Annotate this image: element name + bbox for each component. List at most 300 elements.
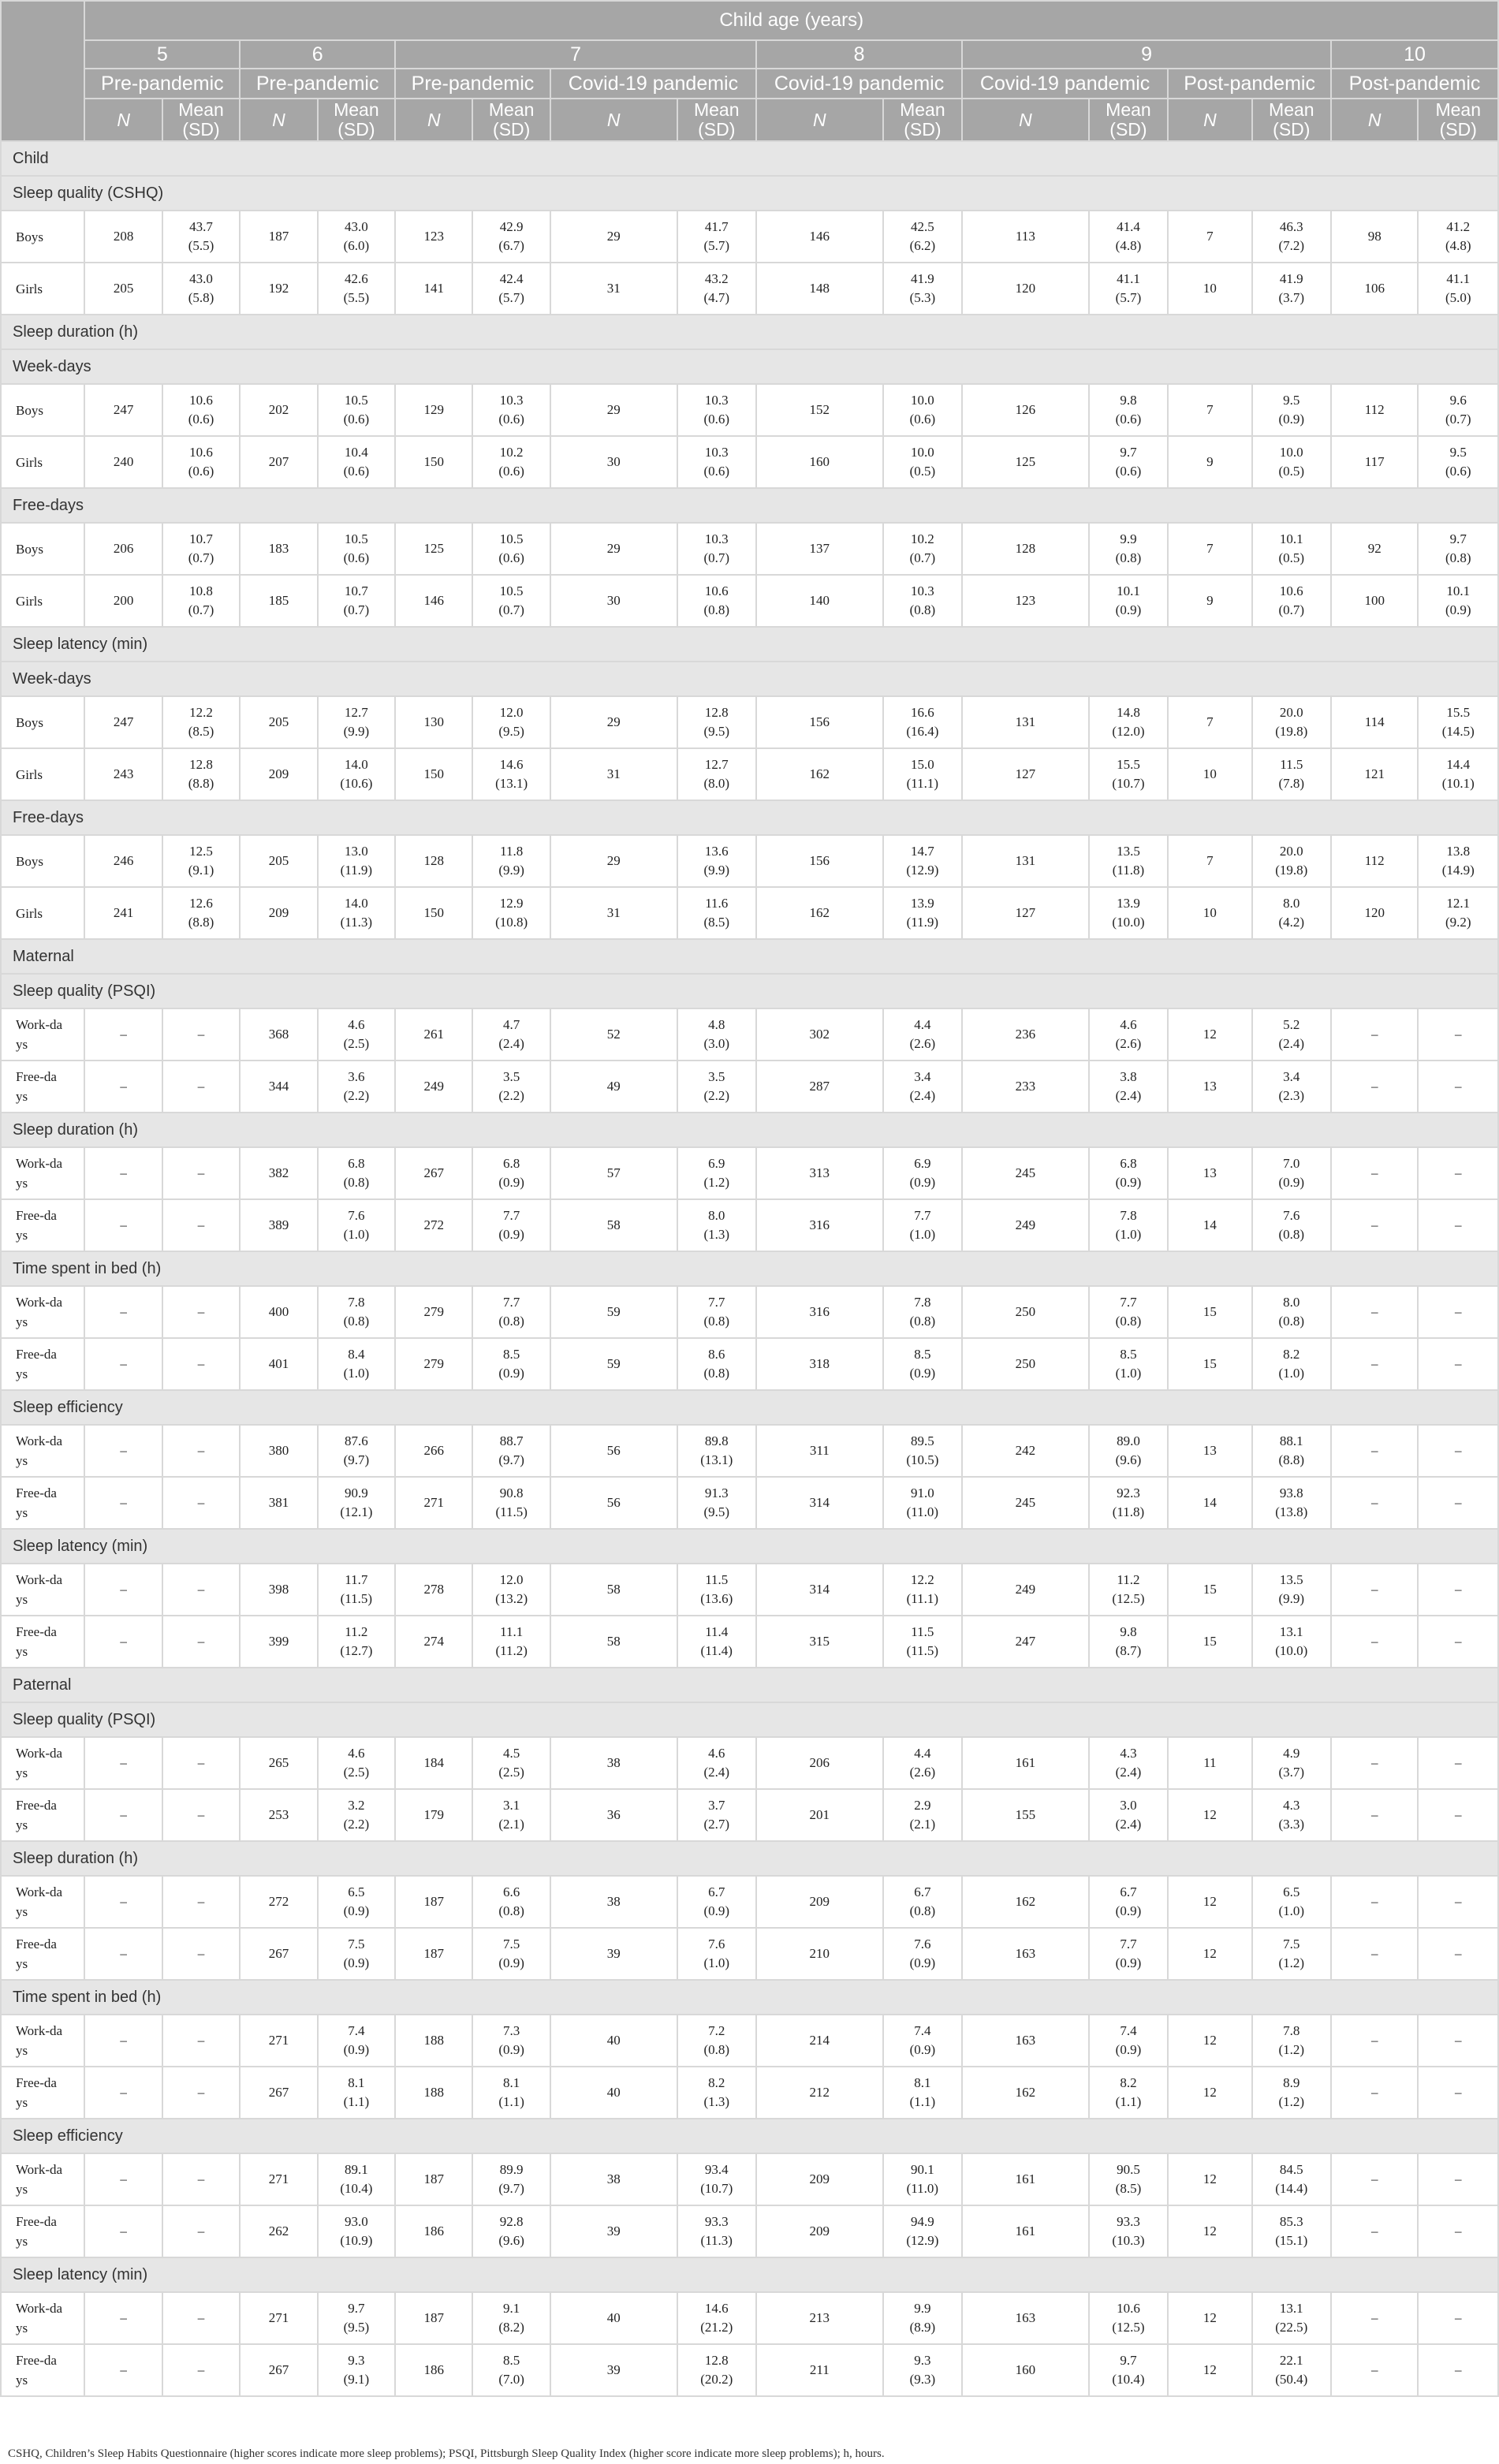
n-cell: 150	[395, 436, 472, 488]
n-cell: 30	[550, 436, 677, 488]
sd-value: (0.9)	[703, 1903, 730, 1918]
n-cell: –	[84, 2153, 162, 2205]
mean-value: 7.7	[914, 1208, 931, 1223]
mean-sd-cell	[472, 211, 550, 263]
n-cell: 210	[756, 1928, 883, 1980]
mean-sd-cell	[318, 575, 395, 627]
sd-value: (1.1)	[1115, 2094, 1142, 2109]
n-cell: 250	[962, 1338, 1089, 1390]
mean-sd-cell	[1418, 263, 1498, 315]
n-cell: 314	[756, 1477, 883, 1529]
row-label	[1, 1286, 84, 1338]
mean-sd-cell	[1089, 1477, 1168, 1529]
sd-value: (1.3)	[703, 1227, 730, 1242]
sd-value: (0.7)	[703, 550, 730, 565]
n-cell: 129	[395, 384, 472, 436]
sd-value: (0.9)	[1115, 1955, 1142, 1970]
n-cell: 316	[756, 1286, 883, 1338]
row-label-text: Work-days	[16, 2301, 63, 2335]
n-cell: –	[1331, 1737, 1418, 1789]
mean-value: –	[197, 1946, 205, 1961]
sd-value: (9.5)	[703, 1504, 730, 1519]
mean-value: 4.6	[708, 1746, 725, 1761]
mean-sd-cell	[1089, 2292, 1168, 2344]
row-label	[1, 2015, 84, 2067]
sd-value: (1.0)	[1115, 1366, 1142, 1381]
mean-value: –	[197, 1755, 205, 1770]
n-cell: 209	[756, 1876, 883, 1928]
sd-value: (1.0)	[1278, 1366, 1305, 1381]
mean-sd-cell	[162, 2067, 240, 2119]
section-header-row	[1, 349, 1498, 384]
mean-value: 10.6	[189, 393, 213, 408]
mean-value: 6.5	[1283, 1884, 1300, 1899]
n-cell: 209	[756, 2205, 883, 2257]
mean-label: Mean	[488, 99, 535, 120]
n-cell: 368	[240, 1008, 317, 1061]
n-cell: 12	[1168, 1008, 1251, 1061]
mean-sd-cell	[472, 1199, 550, 1251]
mean-sd-cell	[318, 1737, 395, 1789]
mean-value: 11.5	[705, 1572, 729, 1587]
n-cell: 131	[962, 835, 1089, 887]
mean-value: 11.2	[1117, 1572, 1140, 1587]
mean-value: 4.9	[1283, 1746, 1300, 1761]
mean-column-header	[1252, 99, 1331, 141]
sd-value: (2.3)	[1278, 1088, 1305, 1103]
mean-value: 10.3	[704, 445, 729, 460]
n-cell: 314	[756, 1564, 883, 1616]
mean-value: 8.2	[708, 2075, 725, 2090]
table-row	[1, 2292, 1498, 2344]
mean-sd-cell	[1418, 211, 1498, 263]
sd-value: (0.9)	[343, 2042, 370, 2057]
n-cell: –	[84, 1286, 162, 1338]
n-cell: 126	[962, 384, 1089, 436]
n-cell: –	[84, 1928, 162, 1980]
mean-sd-cell	[162, 1425, 240, 1477]
mean-sd-cell	[472, 835, 550, 887]
sd-value: (2.4)	[1278, 1036, 1305, 1051]
sd-value: (9.1)	[343, 2372, 370, 2387]
n-cell: 39	[550, 2205, 677, 2257]
mean-value: –	[197, 1217, 205, 1232]
n-cell: –	[1331, 2344, 1418, 2396]
sd-value: (0.5)	[1278, 550, 1305, 565]
mean-value: 89.5	[910, 1433, 934, 1448]
mean-value: 14.6	[704, 2301, 729, 2316]
mean-sd-cell	[1418, 523, 1498, 575]
table-row	[1, 1008, 1498, 1061]
sd-value: (19.8)	[1275, 724, 1308, 739]
n-cell: 127	[962, 887, 1089, 939]
mean-value: 7.0	[1283, 1156, 1300, 1171]
n-cell: 267	[240, 2067, 317, 2119]
sd-value: (11.3)	[340, 915, 373, 930]
sd-value: (1.0)	[1115, 1227, 1142, 1242]
table-row	[1, 1477, 1498, 1529]
mean-sd-cell	[883, 211, 962, 263]
mean-value: 89.9	[499, 2162, 524, 2177]
mean-sd-cell	[1418, 1737, 1498, 1789]
mean-value: 12.7	[344, 705, 368, 720]
n-cell: 31	[550, 263, 677, 315]
mean-sd-cell	[472, 1425, 550, 1477]
n-cell: 272	[240, 1876, 317, 1928]
sd-value: (13.1)	[700, 1452, 733, 1467]
row-label-text: Free-days	[16, 1069, 57, 1104]
table-row	[1, 1616, 1498, 1668]
sd-value: (0.9)	[498, 1366, 524, 1381]
row-label-text: Girls	[16, 766, 43, 782]
sd-label: (SD)	[698, 119, 736, 140]
n-cell: 156	[756, 835, 883, 887]
sd-value: (19.8)	[1275, 863, 1308, 878]
sd-value: (0.8)	[1278, 1314, 1305, 1329]
n-cell: 31	[550, 887, 677, 939]
row-label	[1, 2292, 84, 2344]
n-cell: 233	[962, 1061, 1089, 1113]
mean-value: 10.1	[1279, 531, 1303, 546]
sd-value: (0.6)	[188, 464, 214, 479]
row-label-text: Free-days	[16, 1485, 57, 1520]
n-cell: 262	[240, 2205, 317, 2257]
mean-sd-cell	[472, 2344, 550, 2396]
mean-label: Mean	[1269, 99, 1314, 120]
table-row	[1, 748, 1498, 800]
mean-value: 7.3	[503, 2023, 520, 2038]
n-cell: 245	[962, 1477, 1089, 1529]
n-cell: –	[84, 1199, 162, 1251]
n-cell: –	[1331, 1199, 1418, 1251]
section-title: Sleep latency (min)	[1, 2257, 1498, 2292]
sd-value: (2.5)	[343, 1765, 370, 1780]
row-label-text: Free-days	[16, 2214, 57, 2249]
child-age-header: Child age (years)	[84, 1, 1498, 40]
n-cell: 162	[962, 1876, 1089, 1928]
sd-value: (1.0)	[703, 1955, 730, 1970]
sd-value: (14.9)	[1441, 863, 1475, 878]
mean-value: –	[197, 1634, 205, 1649]
section-title: Free-days	[1, 488, 1498, 523]
n-cell: 12	[1168, 2153, 1251, 2205]
mean-sd-cell	[162, 1061, 240, 1113]
mean-value: 10.5	[499, 583, 524, 598]
period-header: Covid-19 pandemic	[962, 69, 1168, 99]
mean-value: 7.4	[914, 2023, 931, 2038]
mean-sd-cell	[472, 436, 550, 488]
n-cell: 120	[962, 263, 1089, 315]
row-label	[1, 211, 84, 263]
mean-sd-cell	[1089, 1789, 1168, 1841]
mean-sd-cell	[677, 1425, 756, 1477]
sd-value: (12.7)	[340, 1643, 373, 1658]
n-cell: 39	[550, 2344, 677, 2396]
mean-value: 4.4	[914, 1017, 931, 1032]
n-cell: 245	[962, 1147, 1089, 1199]
section-header-row	[1, 488, 1498, 523]
n-cell: 302	[756, 1008, 883, 1061]
sd-value: (9.6)	[1115, 1452, 1142, 1467]
sd-value: (11.0)	[906, 1504, 939, 1519]
mean-value: 9.5	[1283, 393, 1300, 408]
mean-sd-cell	[1418, 575, 1498, 627]
n-cell: 250	[962, 1286, 1089, 1338]
mean-sd-cell	[1252, 436, 1331, 488]
sd-value: (9.5)	[703, 724, 730, 739]
mean-value: 9.3	[348, 2353, 365, 2368]
mean-value: 6.8	[348, 1156, 365, 1171]
mean-sd-cell	[1418, 1616, 1498, 1668]
n-cell: –	[1331, 2153, 1418, 2205]
n-cell: 163	[962, 2292, 1089, 2344]
mean-sd-cell	[677, 2067, 756, 2119]
mean-sd-cell	[677, 835, 756, 887]
mean-sd-cell	[318, 1425, 395, 1477]
mean-value: 11.5	[911, 1624, 934, 1639]
mean-value: 43.2	[704, 271, 729, 286]
mean-sd-cell	[677, 2015, 756, 2067]
sd-value: (0.8)	[343, 1314, 370, 1329]
n-column-header	[1331, 99, 1418, 141]
sd-value: (11.8)	[1112, 1504, 1145, 1519]
n-cell: –	[1331, 2015, 1418, 2067]
n-cell: 152	[756, 384, 883, 436]
row-label	[1, 748, 84, 800]
mean-sd-cell	[162, 2153, 240, 2205]
mean-value: 10.4	[344, 445, 368, 460]
mean-sd-cell	[472, 575, 550, 627]
row-label	[1, 1477, 84, 1529]
mean-value: 91.3	[704, 1485, 729, 1500]
mean-value: 10.5	[344, 531, 368, 546]
mean-value: 4.8	[708, 1017, 725, 1032]
mean-sd-cell	[883, 523, 962, 575]
n-cell: 389	[240, 1199, 317, 1251]
mean-value: 93.8	[1279, 1485, 1303, 1500]
n-cell: –	[1331, 1564, 1418, 1616]
n-cell: 188	[395, 2067, 472, 2119]
mean-value: 9.6	[1449, 393, 1467, 408]
mean-sd-cell	[1089, 1616, 1168, 1668]
n-cell: 12	[1168, 2205, 1251, 2257]
mean-sd-cell	[162, 263, 240, 315]
n-cell: 209	[240, 748, 317, 800]
mean-sd-cell	[318, 1338, 395, 1390]
mean-sd-cell	[677, 384, 756, 436]
sd-value: (0.9)	[498, 1227, 524, 1242]
sd-value: (13.6)	[700, 1591, 733, 1606]
mean-value: 7.8	[348, 1295, 365, 1310]
n-cell: 150	[395, 887, 472, 939]
table-row	[1, 1147, 1498, 1199]
mean-value: 41.4	[1117, 219, 1140, 234]
mean-sd-cell	[318, 2153, 395, 2205]
n-cell: –	[1331, 1616, 1418, 1668]
mean-label: Mean	[334, 99, 379, 120]
mean-sd-cell	[677, 1477, 756, 1529]
n-cell: 161	[962, 2153, 1089, 2205]
sd-value: (8.0)	[703, 776, 730, 791]
mean-value: 4.4	[914, 1746, 931, 1761]
mean-sd-cell	[1089, 211, 1168, 263]
row-label	[1, 887, 84, 939]
n-cell: –	[84, 2344, 162, 2396]
n-cell: 29	[550, 696, 677, 748]
section-header-row	[1, 141, 1498, 176]
n-cell: 9	[1168, 575, 1251, 627]
mean-value: 9.7	[1120, 2353, 1137, 2368]
sd-label: (SD)	[1439, 119, 1477, 140]
mean-value: 84.5	[1279, 2162, 1303, 2177]
sd-label: (SD)	[1273, 119, 1311, 140]
mean-value: 12.5	[189, 844, 213, 859]
mean-sd-cell	[162, 696, 240, 748]
mean-value: 3.0	[1120, 1798, 1137, 1813]
n-cell: 271	[240, 2015, 317, 2067]
mean-sd-cell	[1418, 2067, 1498, 2119]
mean-sd-cell	[1418, 887, 1498, 939]
mean-value: 6.7	[914, 1884, 931, 1899]
sd-value: (11.5)	[906, 1643, 939, 1658]
mean-sd-cell	[1252, 696, 1331, 748]
section-title: Maternal	[1, 939, 1498, 974]
mean-value: –	[197, 2224, 205, 2238]
mean-sd-cell	[162, 1477, 240, 1529]
n-cell: 13	[1168, 1147, 1251, 1199]
header-corner	[1, 1, 84, 141]
row-label-text: Work-days	[16, 1295, 63, 1329]
n-cell: 7	[1168, 835, 1251, 887]
table-row	[1, 211, 1498, 263]
sd-value: (2.4)	[1115, 1817, 1142, 1832]
n-cell: 7	[1168, 696, 1251, 748]
sd-value: (1.1)	[909, 2094, 936, 2109]
mean-value: 91.0	[910, 1485, 934, 1500]
sd-value: (0.7)	[498, 602, 524, 617]
mean-value: 6.8	[503, 1156, 520, 1171]
mean-sd-cell	[677, 887, 756, 939]
n-cell: 125	[395, 523, 472, 575]
n-cell: 271	[240, 2153, 317, 2205]
mean-value: 89.1	[344, 2162, 368, 2177]
n-cell: 12	[1168, 2292, 1251, 2344]
mean-label: Mean	[1435, 99, 1481, 120]
age-header: 6	[240, 40, 395, 69]
mean-sd-cell	[472, 1008, 550, 1061]
mean-sd-cell	[1252, 2067, 1331, 2119]
table-row	[1, 835, 1498, 887]
sd-value: (2.4)	[1115, 1088, 1142, 1103]
mean-column-header	[883, 99, 962, 141]
sd-value: (5.7)	[498, 290, 524, 305]
mean-value: 12.0	[499, 1572, 524, 1587]
n-cell: 380	[240, 1425, 317, 1477]
n-cell: 243	[84, 748, 162, 800]
mean-sd-cell	[472, 263, 550, 315]
sd-value: (8.5)	[188, 724, 214, 739]
n-cell: 207	[240, 436, 317, 488]
mean-value: 7.8	[1283, 2023, 1300, 2038]
sd-value: (0.9)	[909, 1955, 936, 1970]
sd-value: (2.1)	[909, 1817, 936, 1832]
section-header-row	[1, 1251, 1498, 1286]
mean-value: 6.7	[1120, 1884, 1137, 1899]
mean-value: –	[1454, 2310, 1462, 2325]
mean-sd-cell	[318, 835, 395, 887]
n-cell: 186	[395, 2344, 472, 2396]
mean-value: 9.3	[914, 2353, 931, 2368]
mean-sd-cell	[318, 1286, 395, 1338]
n-cell: 246	[84, 835, 162, 887]
n-cell: 15	[1168, 1616, 1251, 1668]
sd-value: (11.8)	[1112, 863, 1145, 878]
sd-value: (12.5)	[1112, 1591, 1145, 1606]
mean-value: 10.6	[704, 583, 729, 598]
mean-sd-cell	[318, 1199, 395, 1251]
sd-value: (0.8)	[703, 1366, 730, 1381]
mean-value: 4.3	[1120, 1746, 1137, 1761]
row-label-text: Free-days	[16, 1347, 57, 1381]
table-row	[1, 1564, 1498, 1616]
mean-value: 7.7	[503, 1295, 520, 1310]
sd-value: (0.6)	[498, 550, 524, 565]
mean-value: 12.0	[499, 705, 524, 720]
mean-sd-cell	[883, 2344, 962, 2396]
period-header: Pre-pandemic	[84, 69, 240, 99]
sd-value: (2.2)	[343, 1817, 370, 1832]
n-cell: 241	[84, 887, 162, 939]
sd-value: (1.0)	[343, 1227, 370, 1242]
mean-value: 7.5	[348, 1937, 365, 1951]
n-cell: 287	[756, 1061, 883, 1113]
mean-value: 20.0	[1279, 844, 1303, 859]
mean-value: 8.0	[1283, 896, 1300, 911]
mean-value: 42.6	[344, 271, 368, 286]
table-row	[1, 1928, 1498, 1980]
section-title: Sleep duration (h)	[1, 1113, 1498, 1147]
mean-value: 9.7	[1120, 445, 1137, 460]
mean-sd-cell	[1252, 887, 1331, 939]
mean-sd-cell	[883, 1008, 962, 1061]
mean-value: 12.1	[1446, 896, 1471, 911]
sd-value: (3.3)	[1278, 1817, 1305, 1832]
mean-value: 46.3	[1279, 219, 1303, 234]
n-cell: –	[84, 1477, 162, 1529]
sd-value: (10.0)	[1275, 1643, 1308, 1658]
mean-value: 13.8	[1446, 844, 1471, 859]
n-cell: 40	[550, 2067, 677, 2119]
sd-value: (0.5)	[1278, 464, 1305, 479]
mean-sd-cell	[1089, 263, 1168, 315]
mean-sd-cell	[1252, 1286, 1331, 1338]
sd-value: (10.6)	[340, 776, 373, 791]
sd-value: (7.0)	[498, 2372, 524, 2387]
section-title: Paternal	[1, 1668, 1498, 1702]
mean-value: 15.0	[910, 757, 934, 772]
sd-value: (0.5)	[909, 464, 936, 479]
mean-value: –	[1454, 1946, 1462, 1961]
mean-value: 3.6	[348, 1069, 365, 1084]
table-row	[1, 263, 1498, 315]
mean-value: 20.0	[1279, 705, 1303, 720]
section-title: Sleep efficiency	[1, 1390, 1498, 1425]
section-header-row	[1, 315, 1498, 349]
n-cell: 161	[962, 1737, 1089, 1789]
mean-column-header	[1418, 99, 1498, 141]
n-cell: 271	[395, 1477, 472, 1529]
mean-sd-cell	[1252, 1061, 1331, 1113]
